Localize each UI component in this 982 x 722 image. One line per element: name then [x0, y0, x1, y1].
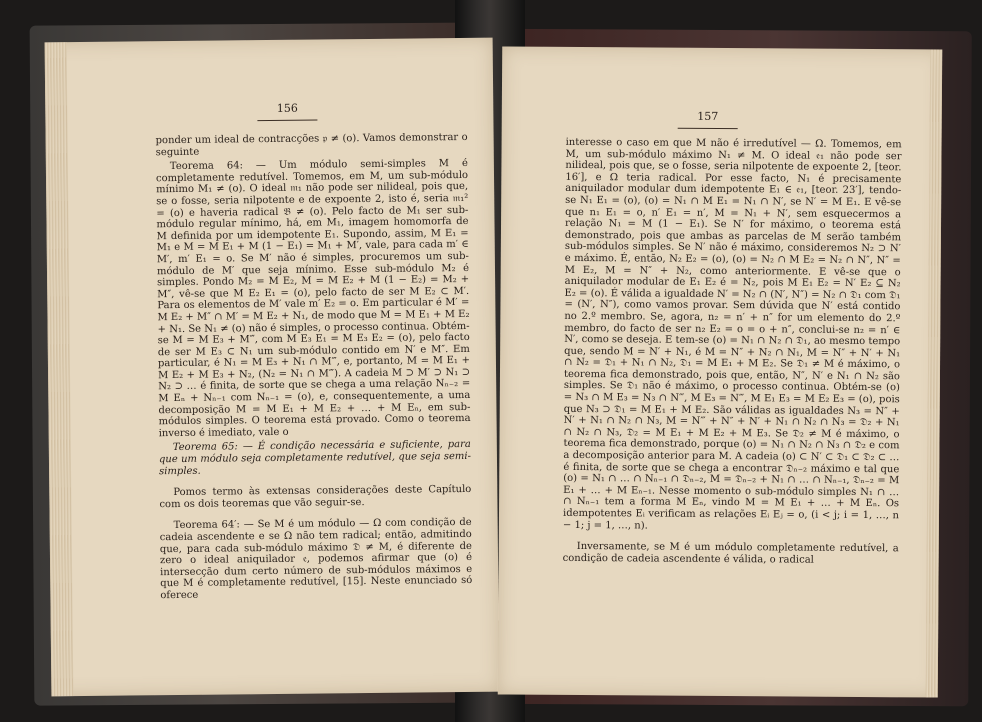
left-page	[45, 38, 500, 697]
paragraph: Pomos termo às extensas considerações deste Capítulo com os dois teoremas que vão seguir-se.	[159, 484, 472, 510]
page-number: 156	[276, 101, 298, 115]
left-page-text	[156, 132, 473, 605]
paragraph: Inversamente, se M é um módulo completamente redutível, a condição de cadeia ascendente é válida, o radical	[562, 541, 899, 566]
theorem-64: Teorema 64: — Um módulo semi-simples M é completamente redutível. Tomemos, em M, um sub-módulo mínimo M₁ ≠ (o). O ideal 𝔪₁ não pode ser nilideal, pois que, se o fosse, seria nilpotente e de expoente 2, isto é, seria 𝔪₁² = (o) e haveria radical 𝔅 ≠ (o). Pelo facto de M₁ ser sub-módulo regular mínimo, há, em M₁, imagem homomorfa de M definida por um idempotente E₁. Supondo, assim, M E₁ = M₁ e M = M E₁ + M (1 − E₁) = M₁ + M′, vale, para cada m′ ∈ M′, m′ E₁ = o. Se M′ não é simples, procuremos um sub-módulo de M′ que seja mínimo. Esse sub-módulo M₂ é simples. Pondo M₂ = M E₂, M = M E₂ + M (1 − E₂) = M₂ + M″, vê-se que M E₂ E₁ = (o), pelo facto de ser M E₂ ⊂ M′. Para os elementos de M′ vale m′ E₂ = o. Em particular é M′ = M E₂ + M″ ∩ M′ = M E₂ + N₁, de modo que M = M E₁ + M E₂ + N₁. Se N₁ ≠ (o) não é simples, o processo continua. Obtém-se M = M E₃ + M‴, com M E₃ E₁ = M E₃ E₂ = (o), pelo facto de ser M E₃ ⊂ N₁ um sub-módulo contido em N′ e M″. Em particular, é N₁ = M E₃ + N₁ ∩ M‴, e, portanto, M = M E₁ + M E₂ + M E₃ + N₂, (N₂ = N₁ ∩ M‴). A cadeia M ⊃ M′ ⊃ N₁ ⊃ N₂ ⊃ … é finita, de sorte que se chega a uma relação Nₙ₋₂ = M Eₙ + Nₙ₋₁ com Nₙ₋₁ = (o), e, consequentemente, a uma decomposição M = M E₁ + M E₂ + … + M Eₙ, em sub-módulos simples. O teorema está provado. Como o teorema inverso é imediato, vale o	[155, 158, 471, 440]
page-number-rule	[678, 128, 738, 129]
right-page	[498, 46, 943, 697]
right-page-text	[563, 137, 902, 570]
page-number-rule	[257, 120, 317, 122]
theorem-65: Teorema 65: — É condição necessária e suficiente, para que um módulo seja completamente redutível, que seja semi-simples.	[158, 439, 472, 477]
page-number: 157	[697, 109, 719, 123]
paragraph: ponder um ideal de contracções 𝔭 ≠ (o). Vamos demonstrar o seguinte	[155, 131, 468, 158]
theorem-64-prime: Teorema 64′: — Se M é um módulo — Ω com condição de cadeia ascendente e se Ω não tem radical; então, admitindo que, para cada sub-módulo máximo 𝔇 ≠ M, é diferente de zero o ideal aniquilador 𝔢, podemos afirmar que (o) é intersecção dum certo número de sub-módulos máximos e que M é completamente redutível, [15]. Neste enunciado só oferece	[159, 517, 473, 602]
paragraph: interesse o caso em que M não é irredutível — Ω. Tomemos, em M, um sub-módulo máximo N₁ ≠ M. O ideal 𝔢₁ não pode ser nilideal, pois que, se o fosse, seria nilpotente de expoente 2, [teor. 16′], e Ω teria radical. Por esse facto, N₁ é precisamente aniquilador modular dum idempotente E₁ ∈ 𝔢₁, [teor. 23′], tendo-se N₁ E₁ = (o), (o) = N₁ ∩ M E₁ = N₁ ∩ N′, se N′ = M E₁. E vê-se que n₁ E₁ = o, n′ E₁ = n′, M = N₁ + N′, sem esquecermos a relação N₁ = M (1 − E₁). Se N′ for máximo, o teorema está demonstrado, pois que ambas as parcelas de M serão também sub-módulos simples. Se N′ não é máximo, consideremos N₂ ⊃ N′ e máximo. É, então, N₂ E₂ = (o), (o) = N₂ ∩ M E₂ = N₂ ∩ N″, N″ = M E₂, M = N″ + N₂, como anteriormente. E vê-se que o aniquilador modular de E₁ E₂ é = N₂, pois M E₁ E₂ = N′ E₂ ⊆ N₂ E₂ = (o). É válida a igualdade N′ = N₂ ∩ (N′, N″) = N₂ ∩ 𝔇₁ com 𝔇₁ = (N′, N″), como vamos provar. Sem dúvida que N′ está contido no 2.º membro. Se, agora, n₂ = n′ + n″ for um elemento do 2.º membro, do facto de ser n₂ E₂ = o = o + n″, conclui-se n₂ = n′ ∈ N′, como se deseja. E tem-se (o) = N₁ ∩ N₂ ∩ 𝔇₁, ao mesmo tempo que, sendo M = N′ + N₁, é M = N″ + N₂ ∩ N₁, M = N″ + N′ + N₁ ∩ N₂ = 𝔇₁ + N₁ ∩ N₂, 𝔇₁ = M E₁ + M E₂. Se 𝔇₁ ≠ M é máximo, o teorema fica demonstrado, pois que, então, N″, N′ e N₁ ∩ N₂ são simples. Se 𝔇₁ não é máximo, o processo continua. Obtém-se (o) = N₃ ∩ M E₃ = N₃ ∩ N‴, M E₃ = N‴, M E₁ E₃ = M E₂ E₃ = (o), pois que N₃ ⊃ 𝔇₁ = M E₁ + M E₂. São válidas as igualdades N₃ = N″ + N′ + N₁ ∩ N₂ ∩ N₃, M = N‴ + N″ + N′ + N₁ ∩ N₂ ∩ N₃ = 𝔇₂ + N₁ ∩ N₂ ∩ N₃, 𝔇₂ = M E₁ + M E₂ + M E₃. Se 𝔇₂ ≠ M é máximo, o teorema fica demonstrado, porque (o) = N₁ ∩ N₂ ∩ N₃ ∩ 𝔇₂ e com a decomposição anterior para M. A cadeia (o) ⊂ N′ ⊂ 𝔇₁ ⊂ 𝔇₂ ⊂ … é finita, de sorte que se chega a encontrar 𝔇ₙ₋₂ máximo e tal que (o) = N₁ ∩ … ∩ Nₙ₋₁ ∩ 𝔇ₙ₋₂, M = 𝔇ₙ₋₂ + N₁ ∩ … ∩ Nₙ₋₁, 𝔇ₙ₋₂ = M E₁ + … + M Eₙ₋₁. Nesse momento o sub-módulo simples N₁ ∩ … ∩ Nₙ₋₁ tem a forma M Eₙ, vindo M = M E₁ + … + M Eₙ. Os idempotentes Eᵢ verificam as relações Eᵢ Eⱼ = o, (i < j; i = 1, …, n − 1; j = 1, …, n).	[562, 136, 902, 532]
